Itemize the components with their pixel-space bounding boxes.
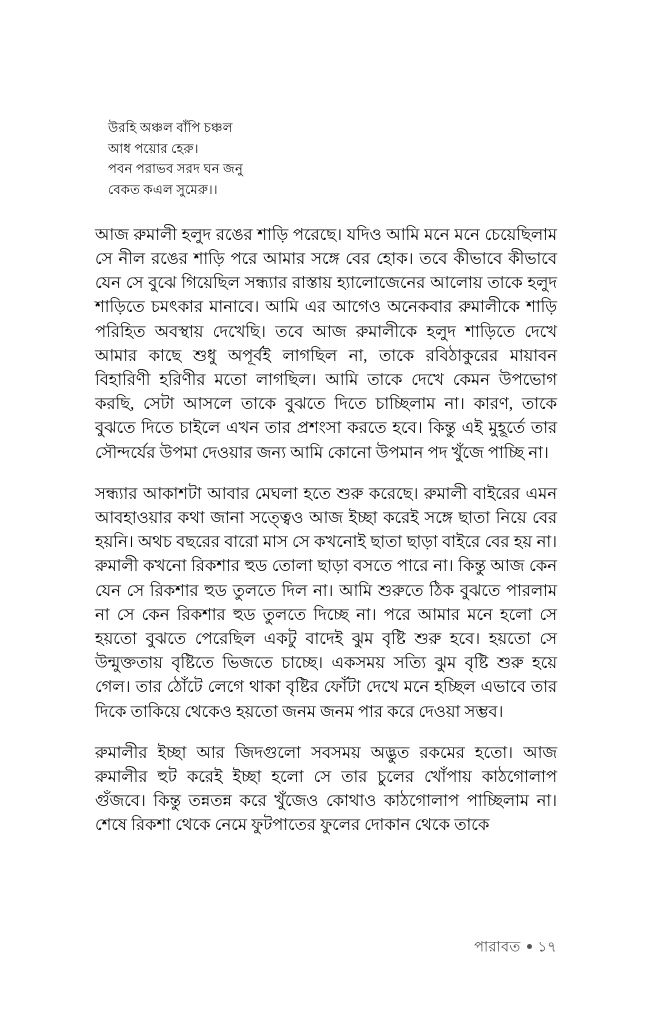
page-number: ১৭ [537,939,557,956]
body-paragraph-1: আজ রুমালী হলুদ রঙের শাড়ি পরেছে। যদিও আমি মনে মনে চেয়েছিলাম সে নীল রঙের শাড়ি পরে আমার সঙ্গে বের হোক। তবে কীভাবে কীভাবে যেন সে বুঝে গিয়েছিল সন্ধ্যার রাস্তায় হ্যালোজেনের আলোয় তাকে হলুদ শাড়িতে চমৎকার মানাবে। আমি এর আগেও অনেকবার রুমালীকে শাড়ি পরিহিত অবস্থায় দেখেছি। তবে আজ রুমালীকে হলুদ শাড়িতে দেখে আমার কাছে শুধু অপূর্বই লাগছিল না, তাকে রবিঠাকুরের মায়াবন বিহারিণী হরিণীর মতো লাগছিল। আমি তাকে দেখে কেমন উপভোগ করছি, সেটা আসলে তাকে বুঝতে দিতে চাচ্ছিলাম না। কারণ, তাকে বুঝতে দিতে চাইলে এখন তার প্রশংসা করতে হবে। কিন্তু এই মুহূর্তে তার সৌন্দর্যের উপমা দেওয়ার জন্য আমি কোনো উপমান পদ খুঁজে পাচ্ছি না। [95,224,557,462]
footer-book-name: পারাবত [474,939,521,956]
page-content [95,118,557,838]
page-footer [0,938,557,957]
body-paragraph-3: রুমালীর ইচ্ছা আর জিদগুলো সবসময় অদ্ভুত রকমের হতো। আজ রুমালীর হুট করেই ইচ্ছা হলো সে তার চুলের খোঁপায় কাঠগোলাপ গুঁজবে। কিন্তু তন্নতন্ন করে খুঁজেও কোথাও কাঠগোলাপ পাচ্ছিলাম না। শেষে রিকশা থেকে নেমে ফুটপাতের ফুলের দোকান থেকে তাকে [95,742,557,835]
epigraph-line-4: বেকত কএল সুমেরু।। [108,182,218,198]
epigraph-verse [95,118,557,201]
footer-separator-dot-icon [527,944,532,949]
epigraph-line-1: উরহি অঞ্চল বাঁপি চঞ্চল [108,120,233,135]
epigraph-line-3: পবন পরাভব সরদ ঘন জনু [108,161,243,177]
body-paragraph-2: সন্ধ্যার আকাশটা আবার মেঘলা হতে শুরু করেছে। রুমালী বাইরের এমন আবহাওয়ার কথা জানা সত্ত্বেও আজ ইচ্ছা করেই সঙ্গে ছাতা নিয়ে বের হয়নি। অথচ বছরের বারো মাস সে কখনোই ছাতা ছাড়া বাইরে বের হয় না। রুমালী কখনো রিকশার হুড তোলা ছাড়া বসতে পারে না। কিন্তু আজ কেন যেন সে রিকশার হুড তুলতে দিল না। আমি শুরুতে ঠিক বুঝতে পারলাম না সে কেন রিকশার হুড তুলতে দিচ্ছে না। পরে আমার মনে হলো সে হয়তো বুঝতে পেরেছিল একটু বাদেই ঝুম বৃষ্টি শুরু হবে। হয়তো সে উন্মুক্ততায় বৃষ্টিতে ভিজতে চাচ্ছে। একসময় সত্যি ঝুম বৃষ্টি শুরু হয়ে গেল। তার ঠোঁটে লেগে থাকা বৃষ্টির ফোঁটা দেখে মনে হচ্ছিল এভাবে তার দিকে তাকিয়ে থেকেও হয়তো জনম জনম পার করে দেওয়া সম্ভব। [95,483,557,721]
epigraph-line-2: আধ পয়োর হেরু। [108,140,199,156]
